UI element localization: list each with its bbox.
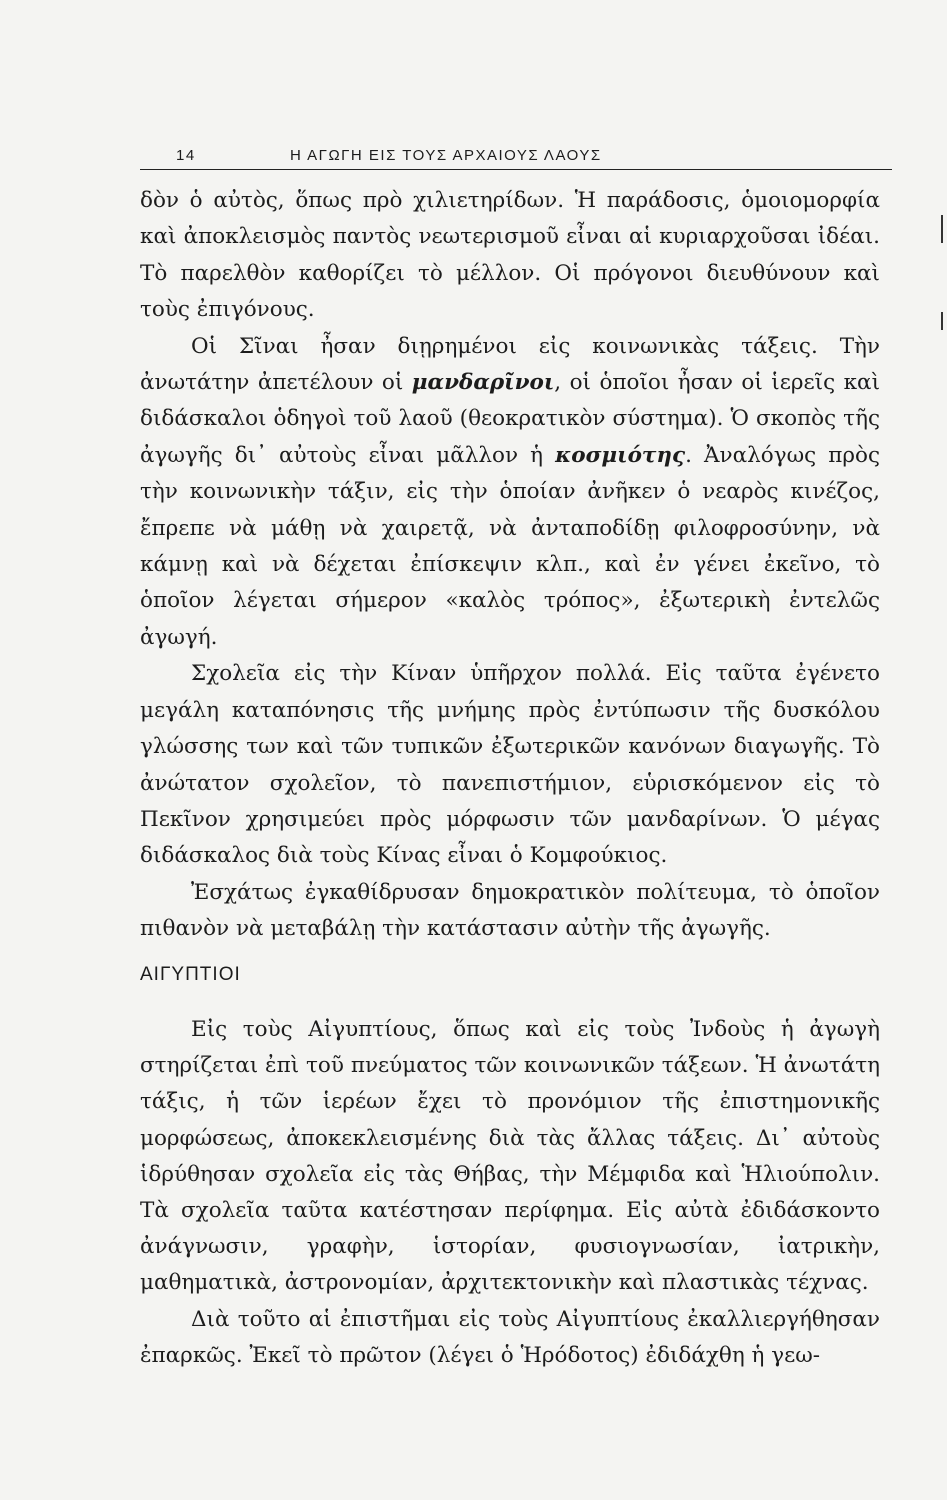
scan-edge-mark — [941, 215, 943, 243]
egyptian-education-text — [140, 1012, 880, 1374]
emphasis-decorum: κοσμιότης — [555, 442, 686, 468]
text-fragment: . Ἀναλόγως πρὸς τὴν κοινωνικὴν τάξιν, εἰς τὴν ὁποίαν ἀνῆκεν ὁ νεαρὸς κινέζος, ἔπρεπε νὰ μάθῃ νὰ χαιρετᾷ, νὰ ἀνταποδίδῃ φιλοφροσύνην, νὰ κάμνῃ καὶ νὰ δέχεται ἐπίσκεψιν κλπ., καὶ ἐν γένει ἐκεῖνο, τὸ ὁποῖον λέγεται σήμερον «καλὸς τρόπος», ἐξωτερικὴ ἐντελῶς ἀγωγή. — [140, 442, 880, 650]
chinese-education-text — [140, 183, 880, 948]
paragraph-sciences: Διὰ τοῦτο αἱ ἐπιστῆμαι εἰς τοὺς Αἰγυπτίους ἐκαλλιεργήθησαν ἐπαρκῶς. Ἐκεῖ τὸ πρῶτον (λέγει ὁ Ἡρόδοτος) ἐδιδάχθη ἡ γεω- — [140, 1306, 880, 1368]
emphasis-mandarins: μανδαρῖνοι — [411, 370, 555, 396]
paragraph-continuation: δὸν ὁ αὐτὸς, ὅπως πρὸ χιλιετηρίδων. Ἡ παράδοσις, ὁμοιομορφία καὶ ἀποκλεισμὸς παντὸς νεωτερισμοῦ εἶναι αἱ κυριαρχοῦσαι ἰδέαι. Τὸ παρελθὸν καθορίζει τὸ μέλλον. Οἱ πρόγονοι διευθύνουν καὶ τοὺς ἐπιγόνους. — [140, 188, 880, 323]
running-header — [140, 147, 892, 170]
text-fragment: Οἱ Σῖναι ἦσαν διῃρημένοι εἰς κοινωνικὰς τάξεις. Τὴν ἀνωτάτην ἀπετέλουν οἱ — [140, 333, 880, 396]
paragraph-democracy: Ἐσχάτως ἐγκαθίδρυσαν δημοκρατικὸν πολίτευμα, τὸ ὁποῖον πιθανὸν νὰ μεταβάλῃ τὴν κατάστασιν αὐτὴν τῆς ἀγωγῆς. — [140, 879, 880, 942]
paragraph-egyptian-classes: Εἰς τοὺς Αἰγυπτίους, ὅπως καὶ εἰς τοὺς Ἰνδοὺς ἡ ἀγωγὴ στηρίζεται ἐπὶ τοῦ πνεύματος τῶν κοινωνικῶν τάξεων. Ἡ ἀνωτάτη τάξις, ἡ τῶν ἱερέων ἔχει τὸ προνόμιον τῆς ἐπιστημονικῆς μορφώσεως, ἀποκεκλεισμένης διὰ τὰς ἄλλας τάξεις. Δι᾽ αὐτοὺς ἱδρύθησαν σχολεῖα εἰς τὰς Θήβας, τὴν Μέμφιδα καὶ Ἡλιούπολιν. Τὰ σχολεῖα ταῦτα κατέστησαν περίφημα. Εἰς αὐτὰ ἐδιδάσκοντο ἀνάγνωσιν, γραφὴν, ἱστορίαν, φυσιογνωσίαν, ἰατρικὴν, μαθηματικὰ, ἀστρονομίαν, ἀρχιτεκτονικὴν καὶ πλαστικὰς τέχνας. — [140, 1017, 880, 1296]
text-fragment: , οἱ ὁποῖοι ἦσαν οἱ ἱερεῖς καὶ διδάσκαλοι ὁδηγοὶ τοῦ λαοῦ (θεοκρατικὸν σύστημα). Ὁ σκοπὸς τῆς ἀγωγῆς δι᾽ αὐτοὺς εἶναι μᾶλλον ἡ — [140, 370, 880, 468]
paragraph-social-classes — [140, 329, 880, 657]
scan-edge-mark — [941, 312, 943, 330]
page-number: 14 — [176, 147, 196, 164]
running-title: Η ΑΓΩΓΗ ΕΙΣ ΤΟΥΣ ΑΡΧΑΙΟΥΣ ΛΑΟΥΣ — [290, 147, 602, 164]
section-heading-egyptians: ΑΙΓΥΠΤΙΟΙ — [140, 964, 241, 985]
paragraph-schools-china: Σχολεῖα εἰς τὴν Κίναν ὑπῆρχον πολλά. Εἰς ταῦτα ἐγένετο μεγάλη καταπόνησις τῆς μνήμης πρὸς ἐντύπωσιν τῆς δυσκόλου γλώσσης των καὶ τῶν τυπικῶν ἐξωτερικῶν κανόνων διαγωγῆς. Τὸ ἀνώτατον σχολεῖον, τὸ πανεπιστήμιον, εὑρισκόμενον εἰς τὸ Πεκῖνον χρησιμεύει πρὸς μόρφωσιν τῶν μανδαρίνων. Ὁ μέγας διδάσκαλος διὰ τοὺς Κίνας εἶναι ὁ Κομφούκιος. — [140, 661, 880, 869]
